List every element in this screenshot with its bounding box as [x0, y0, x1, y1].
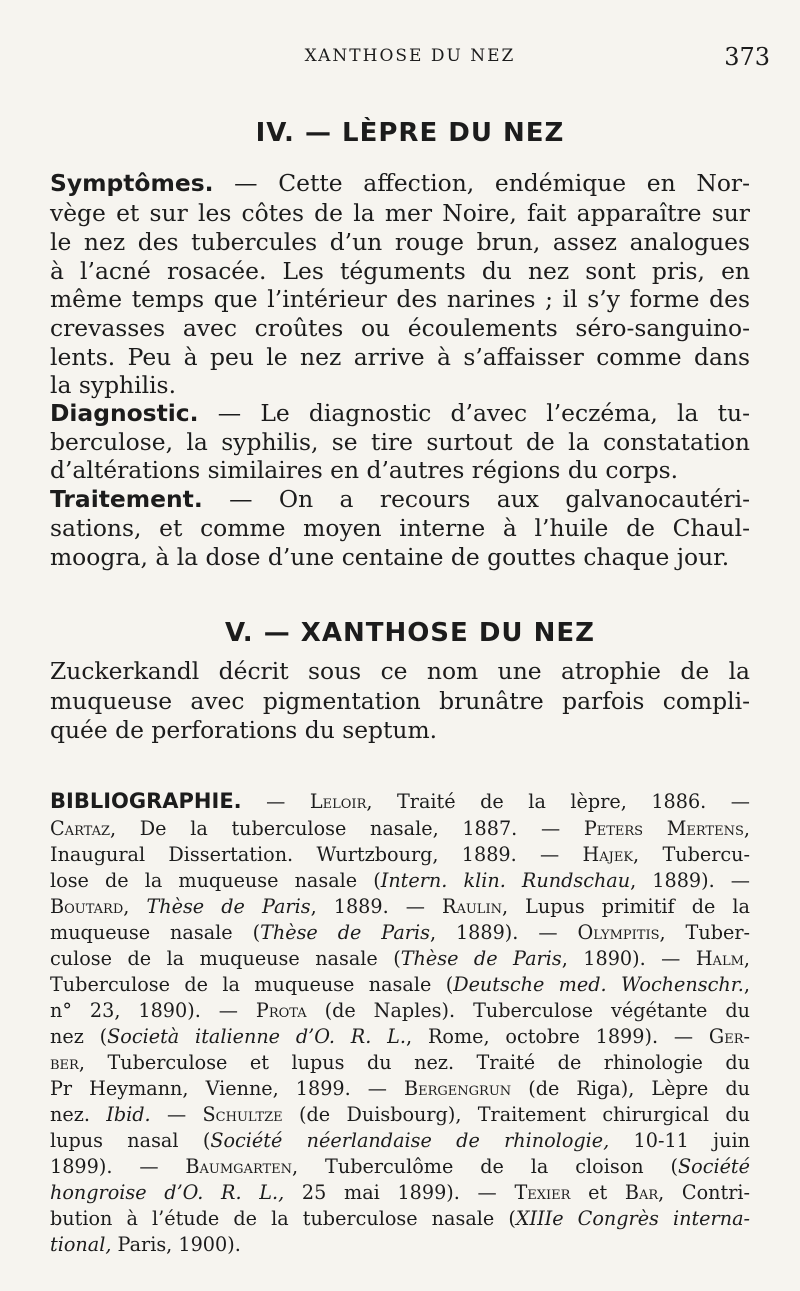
paragraph-line: berculose, la syphilis, se tire surtout de la constatation [50, 428, 750, 456]
running-title: XANTHOSE DU NEZ [304, 46, 516, 66]
paragraph-line: Diagnostic. — Le diagnostic d’avec l’eczéma, la tu- [50, 399, 750, 427]
bibliography-line: 1899). — Baumgarten, Tuberculôme de la cloison (Société [50, 1155, 750, 1178]
bibliography-label: BIBLIOGRAPHIE. [50, 789, 242, 813]
paragraph-line: lents. Peu à peu le nez arrive à s’affaisser comme dans [50, 343, 750, 371]
bibliography-line: ber, Tuberculose et lupus du nez. Traité de rhinologie du [50, 1051, 750, 1074]
bibliography-line: Tuberculose de la muqueuse nasale (Deutsche med. Wochenschr., [50, 973, 750, 996]
paragraph-line: quée de perforations du septum. [50, 716, 438, 744]
bibliography-line: tional, Paris, 1900). [50, 1233, 241, 1256]
section-heading-lepre: IV. — LÈPRE DU NEZ [255, 118, 565, 148]
bibliography-line: n° 23, 1890). — Prota (de Naples). Tuberculose végétante du [50, 999, 751, 1022]
bibliography-line: bution à l’étude de la tuberculose nasale (XIIIe Congrès interna- [50, 1207, 750, 1230]
bibliography-line: Inaugural Dissertation. Wurtzbourg, 1889. — Hajek, Tubercu- [50, 843, 750, 866]
page-number: 373 [724, 43, 770, 71]
paragraph-line: la syphilis. [50, 371, 176, 399]
paragraph-line: vège et sur les côtes de la mer Noire, fait apparaître sur [50, 199, 750, 227]
paragraph-line: d’altérations similaires en d’autres régions du corps. [50, 456, 679, 484]
paragraph-line: le nez des tubercules d’un rouge brun, assez analogues [50, 228, 750, 256]
paragraph-line: même temps que l’intérieur des narines ; il s’y forme des [50, 285, 750, 313]
bibliography-line: Cartaz, De la tuberculose nasale, 1887. — Peters Mertens, [50, 817, 750, 840]
bibliography-line: Boutard, Thèse de Paris, 1889. — Raulin, Lupus primitif de la [50, 895, 750, 918]
paragraph-line: sations, et comme moyen interne à l’huile de Chaul- [50, 514, 750, 542]
section-heading-xanthose: V. — XANTHOSE DU NEZ [225, 618, 595, 648]
running-head [50, 43, 770, 76]
bibliography-line: muqueuse nasale (Thèse de Paris, 1889). — Olympitis, Tuber- [50, 921, 750, 944]
bibliography-line: lose de la muqueuse nasale (Intern. klin. Rundschau, 1889). — [50, 869, 750, 892]
paragraph-line: moogra, à la dose d’une centaine de gouttes chaque jour. [50, 543, 730, 571]
paragraph-line: muqueuse avec pigmentation brunâtre parfois compli- [50, 687, 750, 715]
runin-heading-traitement: Traitement. [50, 485, 203, 513]
runin-heading-diagnostic: Diagnostic. [50, 399, 199, 427]
paragraph-line: Traitement. — On a recours aux galvanocautéri- [50, 485, 750, 513]
bibliography-line: nez (Società italienne d’O. R. L., Rome, octobre 1899). — Ger- [50, 1025, 750, 1048]
bibliography-line: nez. Ibid. — Schultze (de Duisbourg), Traitement chirurgical du [50, 1103, 750, 1126]
paragraph-line: à l’acné rosacée. Les téguments du nez sont pris, en [50, 257, 750, 285]
bibliography-line: lupus nasal (Société néerlandaise de rhinologie, 10-11 juin [50, 1129, 750, 1152]
runin-heading-symptomes: Symptômes. [50, 169, 214, 197]
paragraph-line: Symptômes. — Cette affection, endémique en Nor- [50, 169, 750, 197]
bibliography-line: BIBLIOGRAPHIE. — Leloir, Traité de la lèpre, 1886. — [50, 789, 750, 813]
paragraph-line: crevasses avec croûtes ou écoulements séro-sanguino- [50, 314, 750, 342]
bibliography-line: Pr Heymann, Vienne, 1899. — Bergengrun (de Riga), Lèpre du [50, 1077, 750, 1100]
paragraph-line: Zuckerkandl décrit sous ce nom une atrophie de la [50, 657, 750, 685]
bibliography-line: hongroise d’O. R. L., 25 mai 1899). — Texier et Bar, Contri- [50, 1181, 750, 1204]
bibliography-line: culose de la muqueuse nasale (Thèse de Paris, 1890). — Halm, [50, 947, 751, 970]
